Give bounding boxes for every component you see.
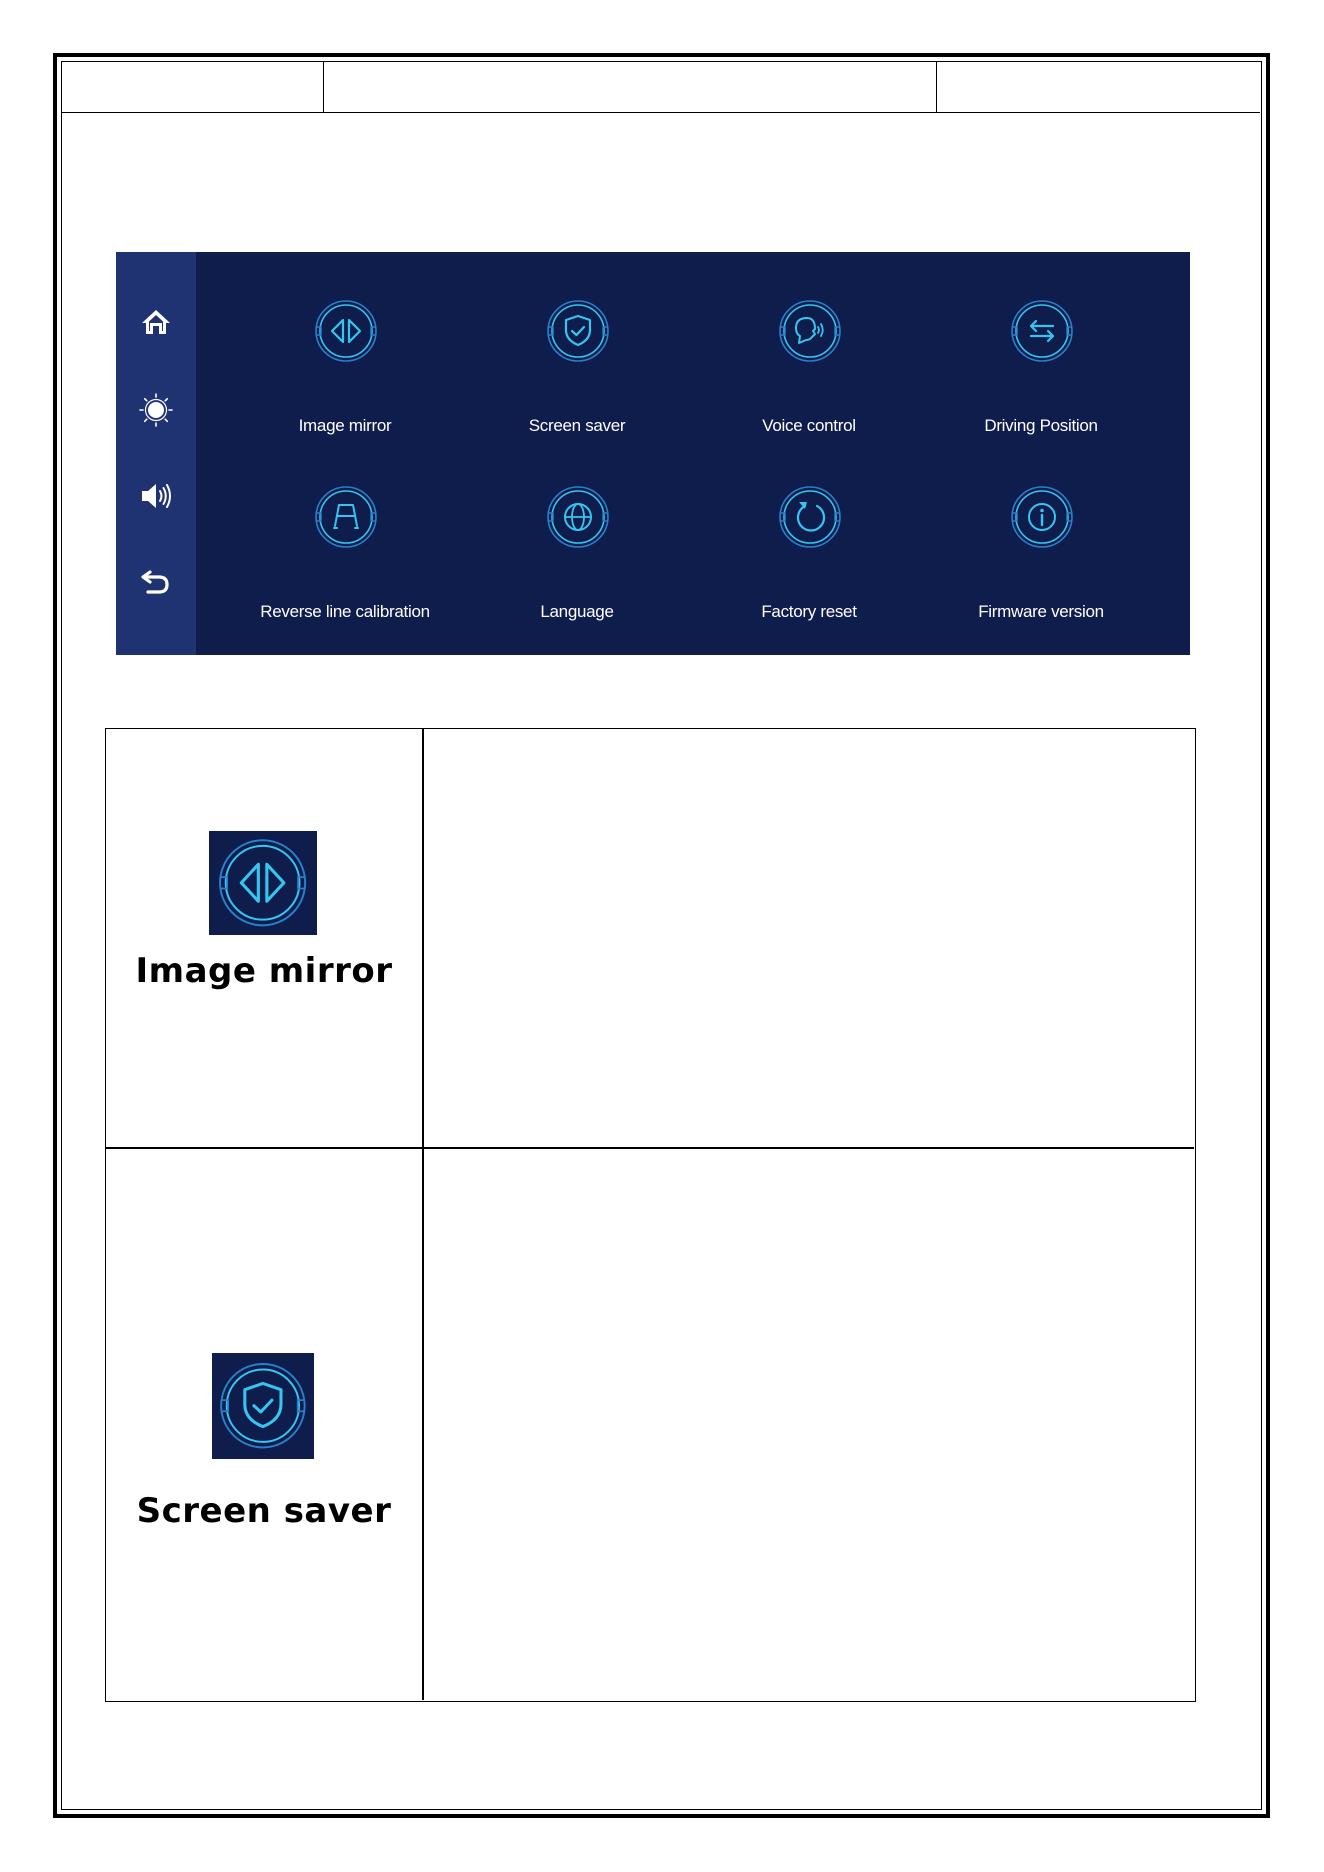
image-mirror-icon bbox=[313, 298, 379, 364]
language-icon bbox=[545, 484, 611, 550]
header-table bbox=[61, 61, 1260, 113]
back-icon[interactable] bbox=[136, 562, 176, 602]
voice-control-icon bbox=[777, 298, 843, 364]
table-divider-vertical bbox=[422, 729, 424, 1700]
tile-label: Image mirror bbox=[298, 416, 392, 435]
screen-saver-icon bbox=[212, 1353, 314, 1459]
header-cell-right bbox=[937, 61, 1260, 113]
home-icon[interactable] bbox=[136, 302, 176, 342]
image-mirror-icon bbox=[209, 831, 317, 935]
tile-label: Screen saver bbox=[528, 416, 626, 435]
tile-firmware-version[interactable] bbox=[925, 450, 1157, 620]
brightness-icon[interactable] bbox=[136, 390, 176, 430]
feature-title: Screen saver bbox=[136, 1491, 392, 1531]
factory-reset-icon bbox=[777, 484, 843, 550]
reverse-line-icon bbox=[313, 484, 379, 550]
driving-position-icon bbox=[1009, 298, 1075, 364]
tile-image-mirror[interactable] bbox=[229, 264, 461, 434]
table-divider-horizontal bbox=[106, 1147, 1194, 1149]
header-cell-middle bbox=[324, 61, 937, 113]
tile-label: Voice control bbox=[762, 416, 856, 435]
tile-factory-reset[interactable] bbox=[693, 450, 925, 620]
tile-label: Driving Position bbox=[984, 416, 1098, 435]
volume-icon[interactable] bbox=[136, 476, 176, 516]
feature-title: Image mirror bbox=[135, 951, 393, 991]
feature-table bbox=[105, 728, 1196, 1702]
tile-screen-saver[interactable] bbox=[461, 264, 693, 434]
tile-label: Reverse line calibration bbox=[260, 602, 430, 621]
side-nav bbox=[116, 252, 196, 655]
tile-label: Factory reset bbox=[761, 602, 857, 621]
tile-voice-control[interactable] bbox=[693, 264, 925, 434]
screen-saver-icon bbox=[545, 298, 611, 364]
header-cell-left bbox=[61, 61, 324, 113]
tile-driving-position[interactable] bbox=[925, 264, 1157, 434]
settings-screen bbox=[116, 252, 1190, 655]
tile-reverse-line-calibration[interactable] bbox=[229, 450, 461, 620]
firmware-version-icon bbox=[1009, 484, 1075, 550]
tile-label: Language bbox=[540, 602, 614, 621]
tile-language[interactable] bbox=[461, 450, 693, 620]
tile-label: Firmware version bbox=[978, 602, 1104, 621]
